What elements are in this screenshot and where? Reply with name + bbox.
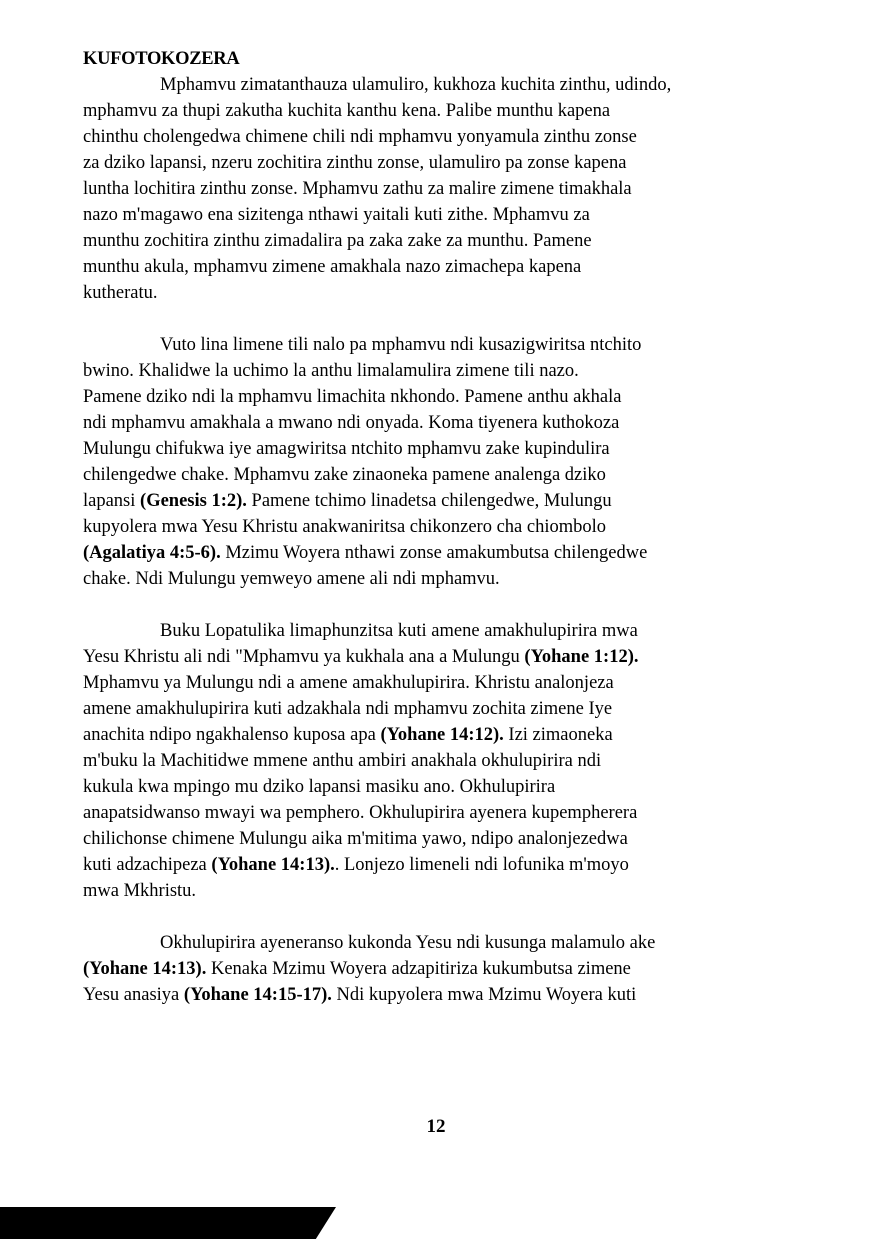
text-line: m'buku la Machitidwe mmene anthu ambiri anakhala okhulupirira ndi xyxy=(83,751,602,771)
scan-artifact-bar xyxy=(0,1207,336,1239)
page-body xyxy=(83,46,813,1008)
text-line: munthu zochitira zinthu zimadalira pa zaka zake za munthu. Pamene xyxy=(83,231,592,251)
text: Mzimu Woyera nthawi zonse amakumbutsa chilengedwe xyxy=(220,543,648,563)
paragraph-2 xyxy=(83,332,813,592)
text-line xyxy=(83,644,813,670)
text-line: nazo m'magawo ena sizitenga nthawi yaitali kuti zithe. Mphamvu za xyxy=(83,205,590,225)
text: lapansi xyxy=(83,491,141,511)
text: . Lonjezo limeneli ndi lofunika m'moyo xyxy=(334,855,629,875)
text: Pamene tchimo linadetsa chilengedwe, Mulungu xyxy=(246,491,612,511)
text-line: luntha lochitira zinthu zonse. Mphamvu zathu za malire zimene timakhala xyxy=(83,179,632,199)
text-line: chake. Ndi Mulungu yemweyo amene ali ndi mphamvu. xyxy=(83,569,500,589)
text-line: Buku Lopatulika limaphunzitsa kuti amene amakhulupirira mwa xyxy=(160,621,638,641)
text: Izi zimaoneka xyxy=(503,725,613,745)
text: kuti adzachipeza xyxy=(83,855,212,875)
text-line: kupyolera mwa Yesu Khristu anakwaniritsa chikonzero cha chiombolo xyxy=(83,517,607,537)
text-line: za dziko lapansi, nzeru zochitira zinthu zonse, ulamuliro pa zonse kapena xyxy=(83,153,627,173)
text-line: Okhulupirira ayeneranso kukonda Yesu ndi kusunga malamulo ake xyxy=(160,933,656,953)
text-line xyxy=(83,488,813,514)
text: Yesu anasiya xyxy=(83,985,184,1005)
text-line: kutheratu. xyxy=(83,283,158,303)
paragraph-gap xyxy=(83,592,813,618)
text-line xyxy=(83,956,813,982)
text-line: anapatsidwanso mwayi wa pemphero. Okhulupirira ayenera kupempherera xyxy=(83,803,638,823)
text-line: kukula kwa mpingo mu dziko lapansi masiku ano. Okhulupirira xyxy=(83,777,556,797)
scripture-reference: (Genesis 1:2). xyxy=(140,491,247,511)
section-heading: KUFOTOKOZERA xyxy=(83,49,240,69)
page-number: 12 xyxy=(426,1116,446,1137)
text: Yesu Khristu ali ndi "Mphamvu ya kukhala ana a Mulungu xyxy=(83,647,525,667)
text: Kenaka Mzimu Woyera adzapitiriza kukumbutsa zimene xyxy=(206,959,631,979)
text-line xyxy=(83,540,813,566)
text-line: Mphamvu zimatanthauza ulamuliro, kukhoza kuchita zinthu, udindo, xyxy=(160,75,672,95)
paragraph-gap xyxy=(83,904,813,930)
scripture-reference: (Yohane 1:12). xyxy=(524,647,639,667)
paragraph-1 xyxy=(83,72,813,306)
text: Ndi kupyolera mwa Mzimu Woyera kuti xyxy=(331,985,637,1005)
scripture-reference: (Yohane 14:13). xyxy=(83,959,207,979)
text-line xyxy=(83,852,813,878)
scripture-reference: (Yohane 14:15-17). xyxy=(183,985,332,1005)
scripture-reference: (Agalatiya 4:5-6). xyxy=(83,543,221,563)
text-line: mphamvu za thupi zakutha kuchita kanthu kena. Palibe munthu kapena xyxy=(83,101,611,121)
text-line: bwino. Khalidwe la uchimo la anthu limalamulira zimene tili nazo. xyxy=(83,361,579,381)
text-line: munthu akula, mphamvu zimene amakhala nazo zimachepa kapena xyxy=(83,257,582,277)
text-line xyxy=(83,722,813,748)
paragraph-3 xyxy=(83,618,813,904)
text-line: ndi mphamvu amakhala a mwano ndi onyada. Koma tiyenera kuthokoza xyxy=(83,413,620,433)
text-line: amene amakhulupirira kuti adzakhala ndi mphamvu zochita zimene Iye xyxy=(83,699,613,719)
paragraph-gap xyxy=(83,306,813,332)
text-line: Mulungu chifukwa iye amagwiritsa ntchito mphamvu zake kupindulira xyxy=(83,439,610,459)
paragraph-4 xyxy=(83,930,813,1008)
text-line: chinthu cholengedwa chimene chili ndi mphamvu yonyamula zinthu zonse xyxy=(83,127,637,147)
scripture-reference: (Yohane 14:12). xyxy=(380,725,504,745)
text-line: mwa Mkhristu. xyxy=(83,881,197,901)
text: anachita ndipo ngakhalenso kuposa apa xyxy=(83,725,381,745)
text-line: Pamene dziko ndi la mphamvu limachita nkhondo. Pamene anthu akhala xyxy=(83,387,622,407)
text-line: chilichonse chimene Mulungu aika m'mitima yawo, ndipo analonjezedwa xyxy=(83,829,628,849)
scripture-reference: (Yohane 14:13). xyxy=(211,855,335,875)
text-line xyxy=(83,982,813,1008)
text-line: chilengedwe chake. Mphamvu zake zinaoneka pamene analenga dziko xyxy=(83,465,606,485)
text-line: Vuto lina limene tili nalo pa mphamvu ndi kusazigwiritsa ntchito xyxy=(160,335,642,355)
text-line: Mphamvu ya Mulungu ndi a amene amakhulupirira. Khristu analonjeza xyxy=(83,673,614,693)
